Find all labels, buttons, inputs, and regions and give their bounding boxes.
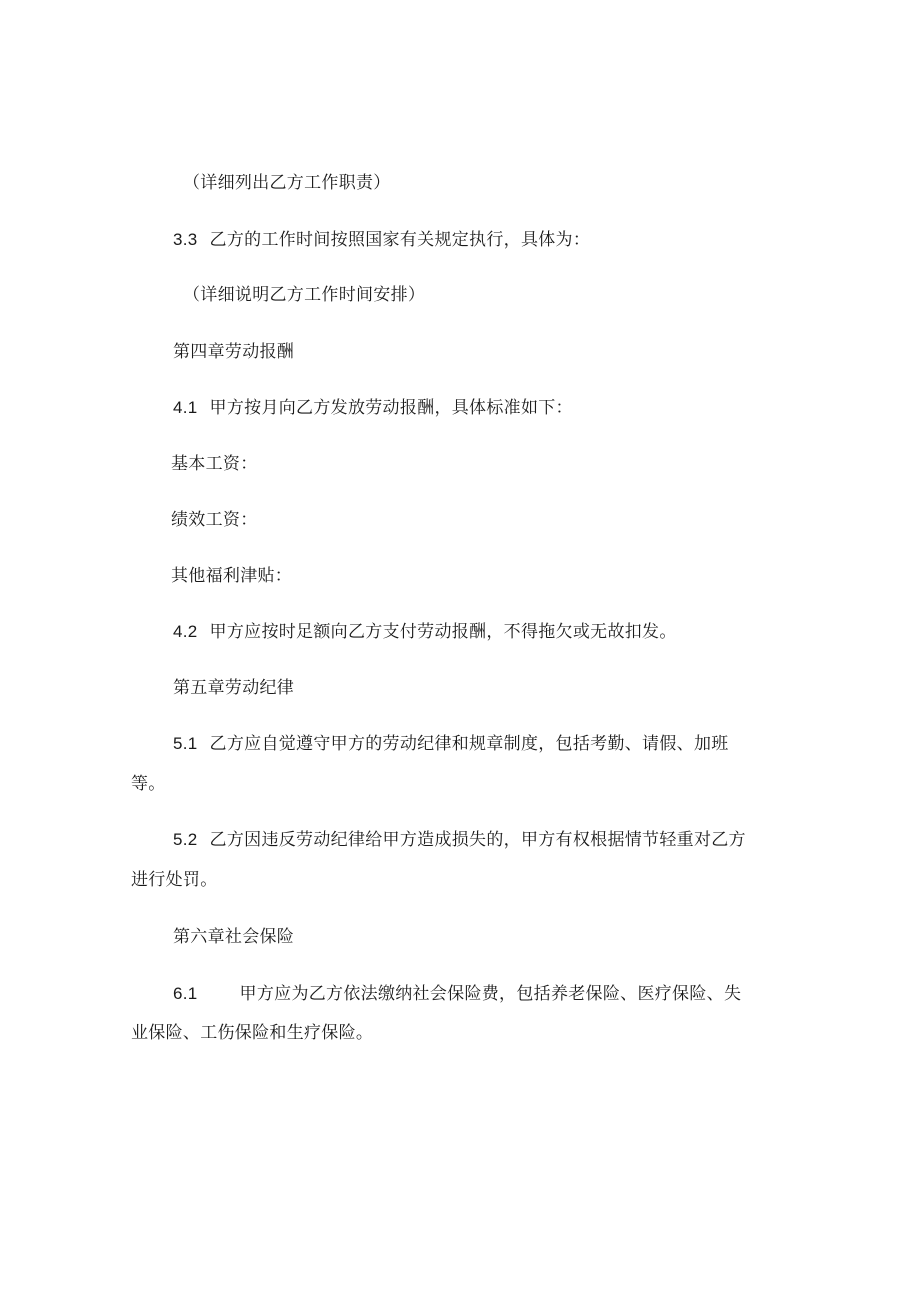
chapter-title: 第四章劳动报酬: [173, 342, 295, 362]
duties-note: [183, 172, 391, 194]
performance-salary-line: [171, 509, 258, 531]
clause-number: 6.1: [173, 984, 198, 1003]
other-benefits-line: [171, 565, 292, 587]
base-salary-line: [171, 453, 258, 475]
clause-text: 甲方应按时足额向乙方支付劳动报酬，不得拖欠或无故扣发。: [209, 622, 677, 642]
clause-3-3: [173, 229, 590, 251]
clause-6-1: [173, 983, 741, 1005]
clause-text: 甲方按月向乙方发放劳动报酬，具体标准如下：: [209, 398, 573, 418]
hours-note-text: （详细说明乙方工作时间安排）: [183, 285, 426, 305]
clause-text: 甲方应为乙方依法缴纳社会保险费，包括养老保险、医疗保险、失: [239, 984, 742, 1004]
clause-number: 4.1: [173, 398, 198, 417]
clause-text-continued: 进行处罚。: [131, 870, 218, 890]
chapter-heading-5: [173, 677, 294, 699]
other-benefits-label: 其他福利津贴：: [171, 566, 293, 586]
clause-text: 乙方的工作时间按照国家有关规定执行，具体为：: [209, 230, 591, 250]
clause-text: 乙方因违反劳动纪律给甲方造成损失的，甲方有权根据情节轻重对乙方: [209, 830, 746, 850]
chapter-heading-6: [173, 926, 294, 948]
chapter-title: 第六章社会保险: [173, 927, 295, 947]
chapter-heading-4: [173, 341, 294, 363]
clause-number: 4.2: [173, 622, 198, 641]
clause-text-continued: 业保险、工伤保险和生疗保险。: [131, 1023, 374, 1043]
clause-text-continued: 等。: [131, 774, 166, 794]
clause-4-1: [173, 397, 573, 419]
chapter-title: 第五章劳动纪律: [173, 678, 295, 698]
clause-text: 乙方应自觉遵守甲方的劳动纪律和规章制度，包括考勤、请假、加班: [209, 734, 729, 754]
clause-6-1-continued: [131, 1022, 373, 1044]
performance-salary-label: 绩效工资：: [171, 510, 258, 530]
clause-number: 5.1: [173, 734, 198, 753]
clause-4-2: [173, 621, 677, 643]
clause-5-2-continued: [131, 869, 218, 891]
hours-note: [183, 284, 425, 306]
base-salary-label: 基本工资：: [171, 454, 258, 474]
clause-5-2: [173, 829, 746, 851]
clause-5-1: [173, 733, 729, 755]
clause-5-1-continued: [131, 773, 166, 795]
clause-number: 5.2: [173, 830, 198, 849]
duties-note-text: （详细列出乙方工作职责）: [183, 173, 391, 193]
clause-number: 3.3: [173, 230, 198, 249]
